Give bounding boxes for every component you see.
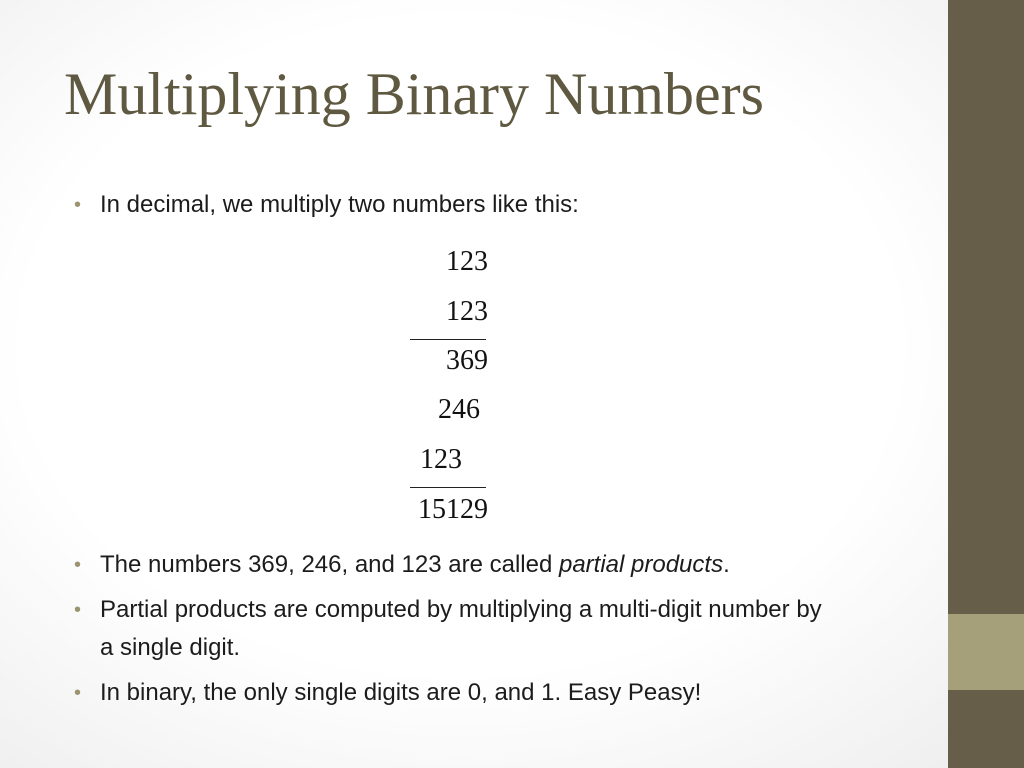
multiplier: 123 [446, 296, 488, 327]
bullet-partial-products-end: . [723, 551, 730, 578]
sum-rule [410, 487, 486, 488]
partial-product-1: 369 [446, 345, 488, 376]
bullet-partial-products-text: The numbers 369, 246, and 123 are called [100, 551, 559, 578]
bullet-intro: • In decimal, we multiply two numbers like this: [100, 186, 579, 224]
bullet-partial-products [100, 546, 730, 584]
bullet-binary: • In binary, the only single digits are 0, and 1. Easy Peasy! [100, 674, 701, 712]
sidebar-decoration [948, 0, 1024, 768]
bullet-computation: • Partial products are computed by multiplying a multi-digit number by a single digit. [100, 591, 840, 667]
sidebar-accent-block [948, 614, 1024, 690]
multiplicand: 123 [446, 246, 488, 277]
multiplication-rule [410, 339, 486, 340]
partial-products-term: partial products [558, 551, 724, 578]
partial-product-3: 123 [420, 444, 462, 475]
slide-title: Multiplying Binary Numbers [64, 61, 764, 127]
product: 15129 [418, 494, 488, 525]
partial-product-2: 246 [438, 394, 480, 425]
